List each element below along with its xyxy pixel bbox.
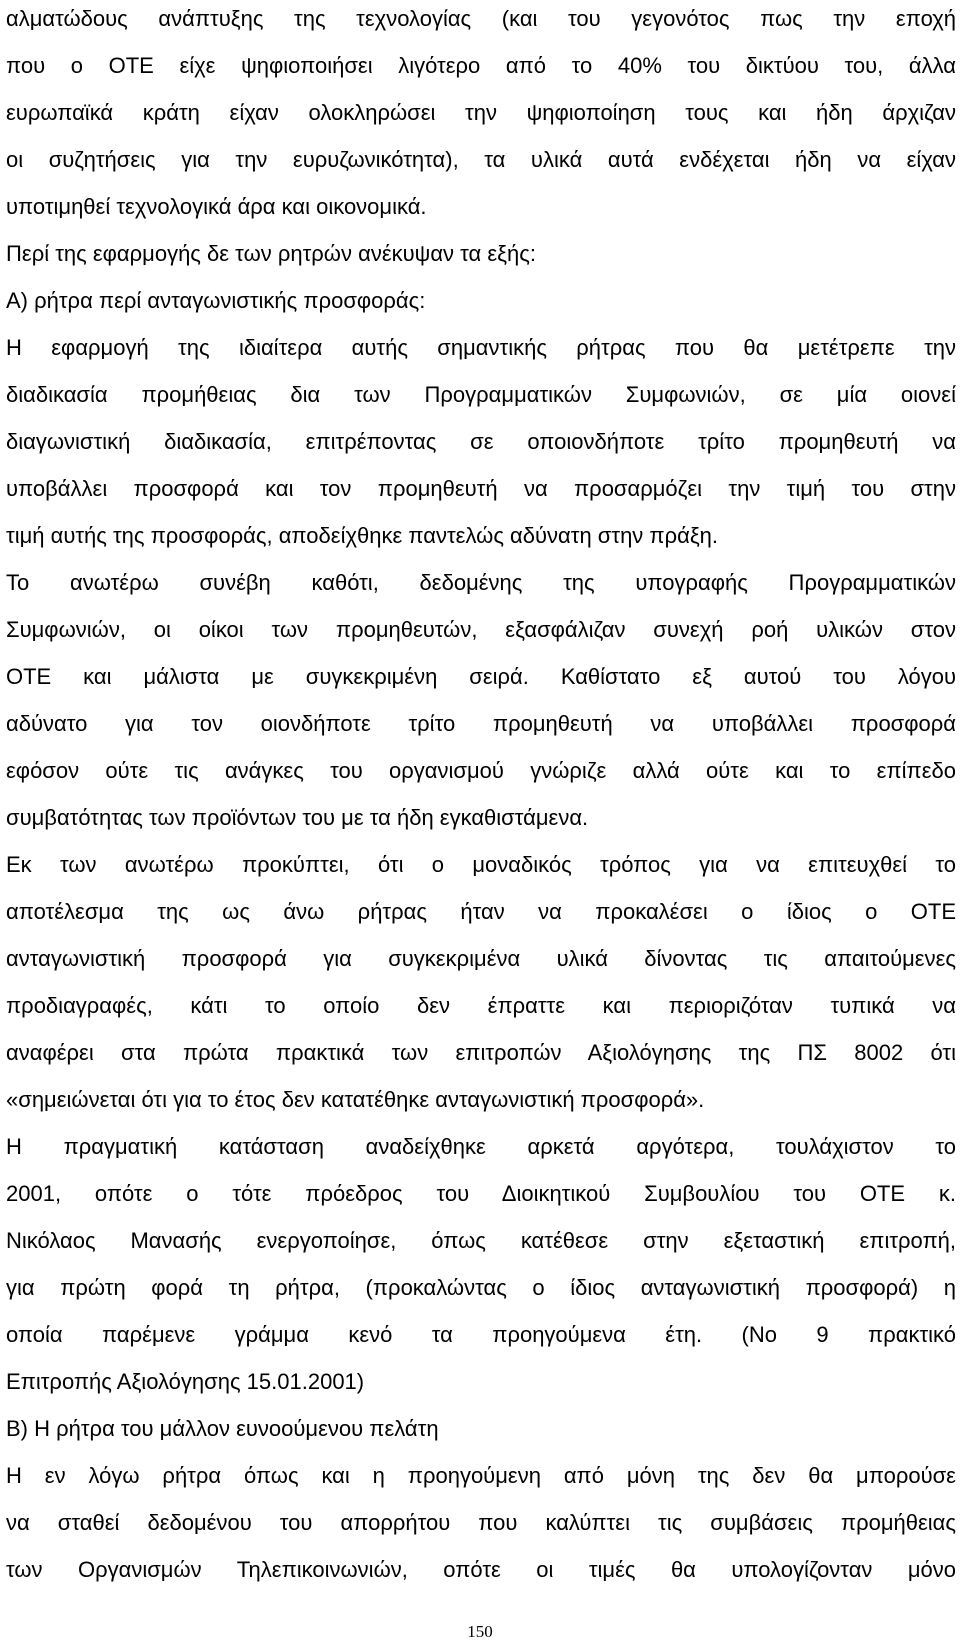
text-line: ευρωπαϊκά κράτη είχαν ολοκληρώσει την ψηφιοποίηση τους και ήδη άρχιζαν [6, 100, 956, 125]
text-line: αναφέρει στα πρώτα πρακτικά των επιτροπών Αξιολόγησης της ΠΣ 8002 ότι [6, 1040, 956, 1065]
text-line: εφόσον ούτε τις ανάγκες του οργανισμού γνώριζε αλλά ούτε και το επίπεδο [6, 758, 956, 783]
text-line: συμβατότητας των προϊόντων του με τα ήδη εγκαθιστάμενα. [6, 805, 589, 830]
text-line: αποτέλεσμα της ως άνω ρήτρας ήταν να προκαλέσει ο ίδιος ο ΟΤΕ [6, 899, 956, 924]
text-line: Εκ των ανωτέρω προκύπτει, ότι ο μοναδικός τρόπος για να επιτευχθεί το [6, 852, 956, 877]
text-line: οι συζητήσεις για την ευρυζωνικότητα), τα υλικά αυτά ενδέχεται ήδη να είχαν [6, 147, 956, 172]
text-line: 2001, οπότε ο τότε πρόεδρος του Διοικητικού Συμβουλίου του ΟΤΕ κ. [6, 1181, 956, 1206]
text-line: Η εφαρμογή της ιδιαίτερα αυτής σημαντικής ρήτρας που θα μετέτρεπε την [6, 335, 956, 360]
section-heading: Α) ρήτρα περί ανταγωνιστικής προσφοράς: [6, 288, 426, 313]
text-line: Συμφωνιών, οι οίκοι των προμηθευτών, εξασφάλιζαν συνεχή ροή υλικών στον [6, 617, 956, 642]
text-line: Επιτροπής Αξιολόγησης 15.01.2001) [6, 1369, 365, 1394]
text-line: Το ανωτέρω συνέβη καθότι, δεδομένης της υπογραφής Προγραμματικών [6, 570, 956, 595]
text-line: Η πραγματική κατάσταση αναδείχθηκε αρκετά αργότερα, τουλάχιστον το [6, 1134, 956, 1159]
text-line: ΟΤΕ και μάλιστα με συγκεκριμένη σειρά. Καθίστατο εξ αυτού του λόγου [6, 664, 956, 689]
text-line: υποβάλλει προσφορά και τον προμηθευτή να προσαρμόζει την τιμή του στην [6, 476, 956, 501]
text-line: να σταθεί δεδομένου του απορρήτου που καλύπτει τις συμβάσεις προμήθειας [6, 1510, 956, 1535]
text-line: αδύνατο για τον οιονδήποτε τρίτο προμηθευτή να υποβάλλει προσφορά [6, 711, 956, 736]
text-line: «σημειώνεται ότι για το έτος δεν κατατέθηκε ανταγωνιστική προσφορά». [6, 1087, 705, 1112]
text-line: αλματώδους ανάπτυξης της τεχνολογίας (και του γεγονότος πως την εποχή [6, 6, 956, 31]
text-line: τιμή αυτής της προσφοράς, αποδείχθηκε παντελώς αδύνατη στην πράξη. [6, 523, 719, 548]
text-line: διαγωνιστική διαδικασία, επιτρέποντας σε οποιονδήποτε τρίτο προμηθευτή να [6, 429, 956, 454]
text-line: ανταγωνιστική προσφορά για συγκεκριμένα υλικά δίνοντας τις απαιτούμενες [6, 946, 956, 971]
page-number: 150 [467, 1622, 493, 1641]
text-line: διαδικασία προμήθειας δια των Προγραμματικών Συμφωνιών, σε μία οιονεί [6, 382, 956, 407]
text-line: υποτιμηθεί τεχνολογικά άρα και οικονομικά. [6, 194, 427, 219]
text-line: οποία παρέμενε γράμμα κενό τα προηγούμενα έτη. (Νο 9 πρακτικό [6, 1322, 956, 1347]
text-line: για πρώτη φορά τη ρήτρα, (προκαλώντας ο ίδιος ανταγωνιστική προσφορά) η [6, 1275, 956, 1300]
section-heading: Β) Η ρήτρα του μάλλον ευνοούμενου πελάτη [6, 1416, 439, 1441]
text-line: Η εν λόγω ρήτρα όπως και η προηγούμενη από μόνη της δεν θα μπορούσε [6, 1463, 956, 1488]
text-line: Νικόλαος Μανασής ενεργοποίησε, όπως κατέθεσε στην εξεταστική επιτροπή, [6, 1228, 956, 1253]
text-line: που ο ΟΤΕ είχε ψηφιοποιήσει λιγότερο από το 40% του δικτύου του, άλλα [6, 53, 956, 78]
text-line: προδιαγραφές, κάτι το οποίο δεν έπραττε και περιοριζόταν τυπικά να [6, 993, 956, 1018]
text-line: Περί της εφαρμογής δε των ρητρών ανέκυψαν τα εξής: [6, 241, 536, 266]
text-line: των Οργανισμών Τηλεπικοινωνιών, οπότε οι τιμές θα υπολογίζονταν μόνο [6, 1557, 956, 1582]
